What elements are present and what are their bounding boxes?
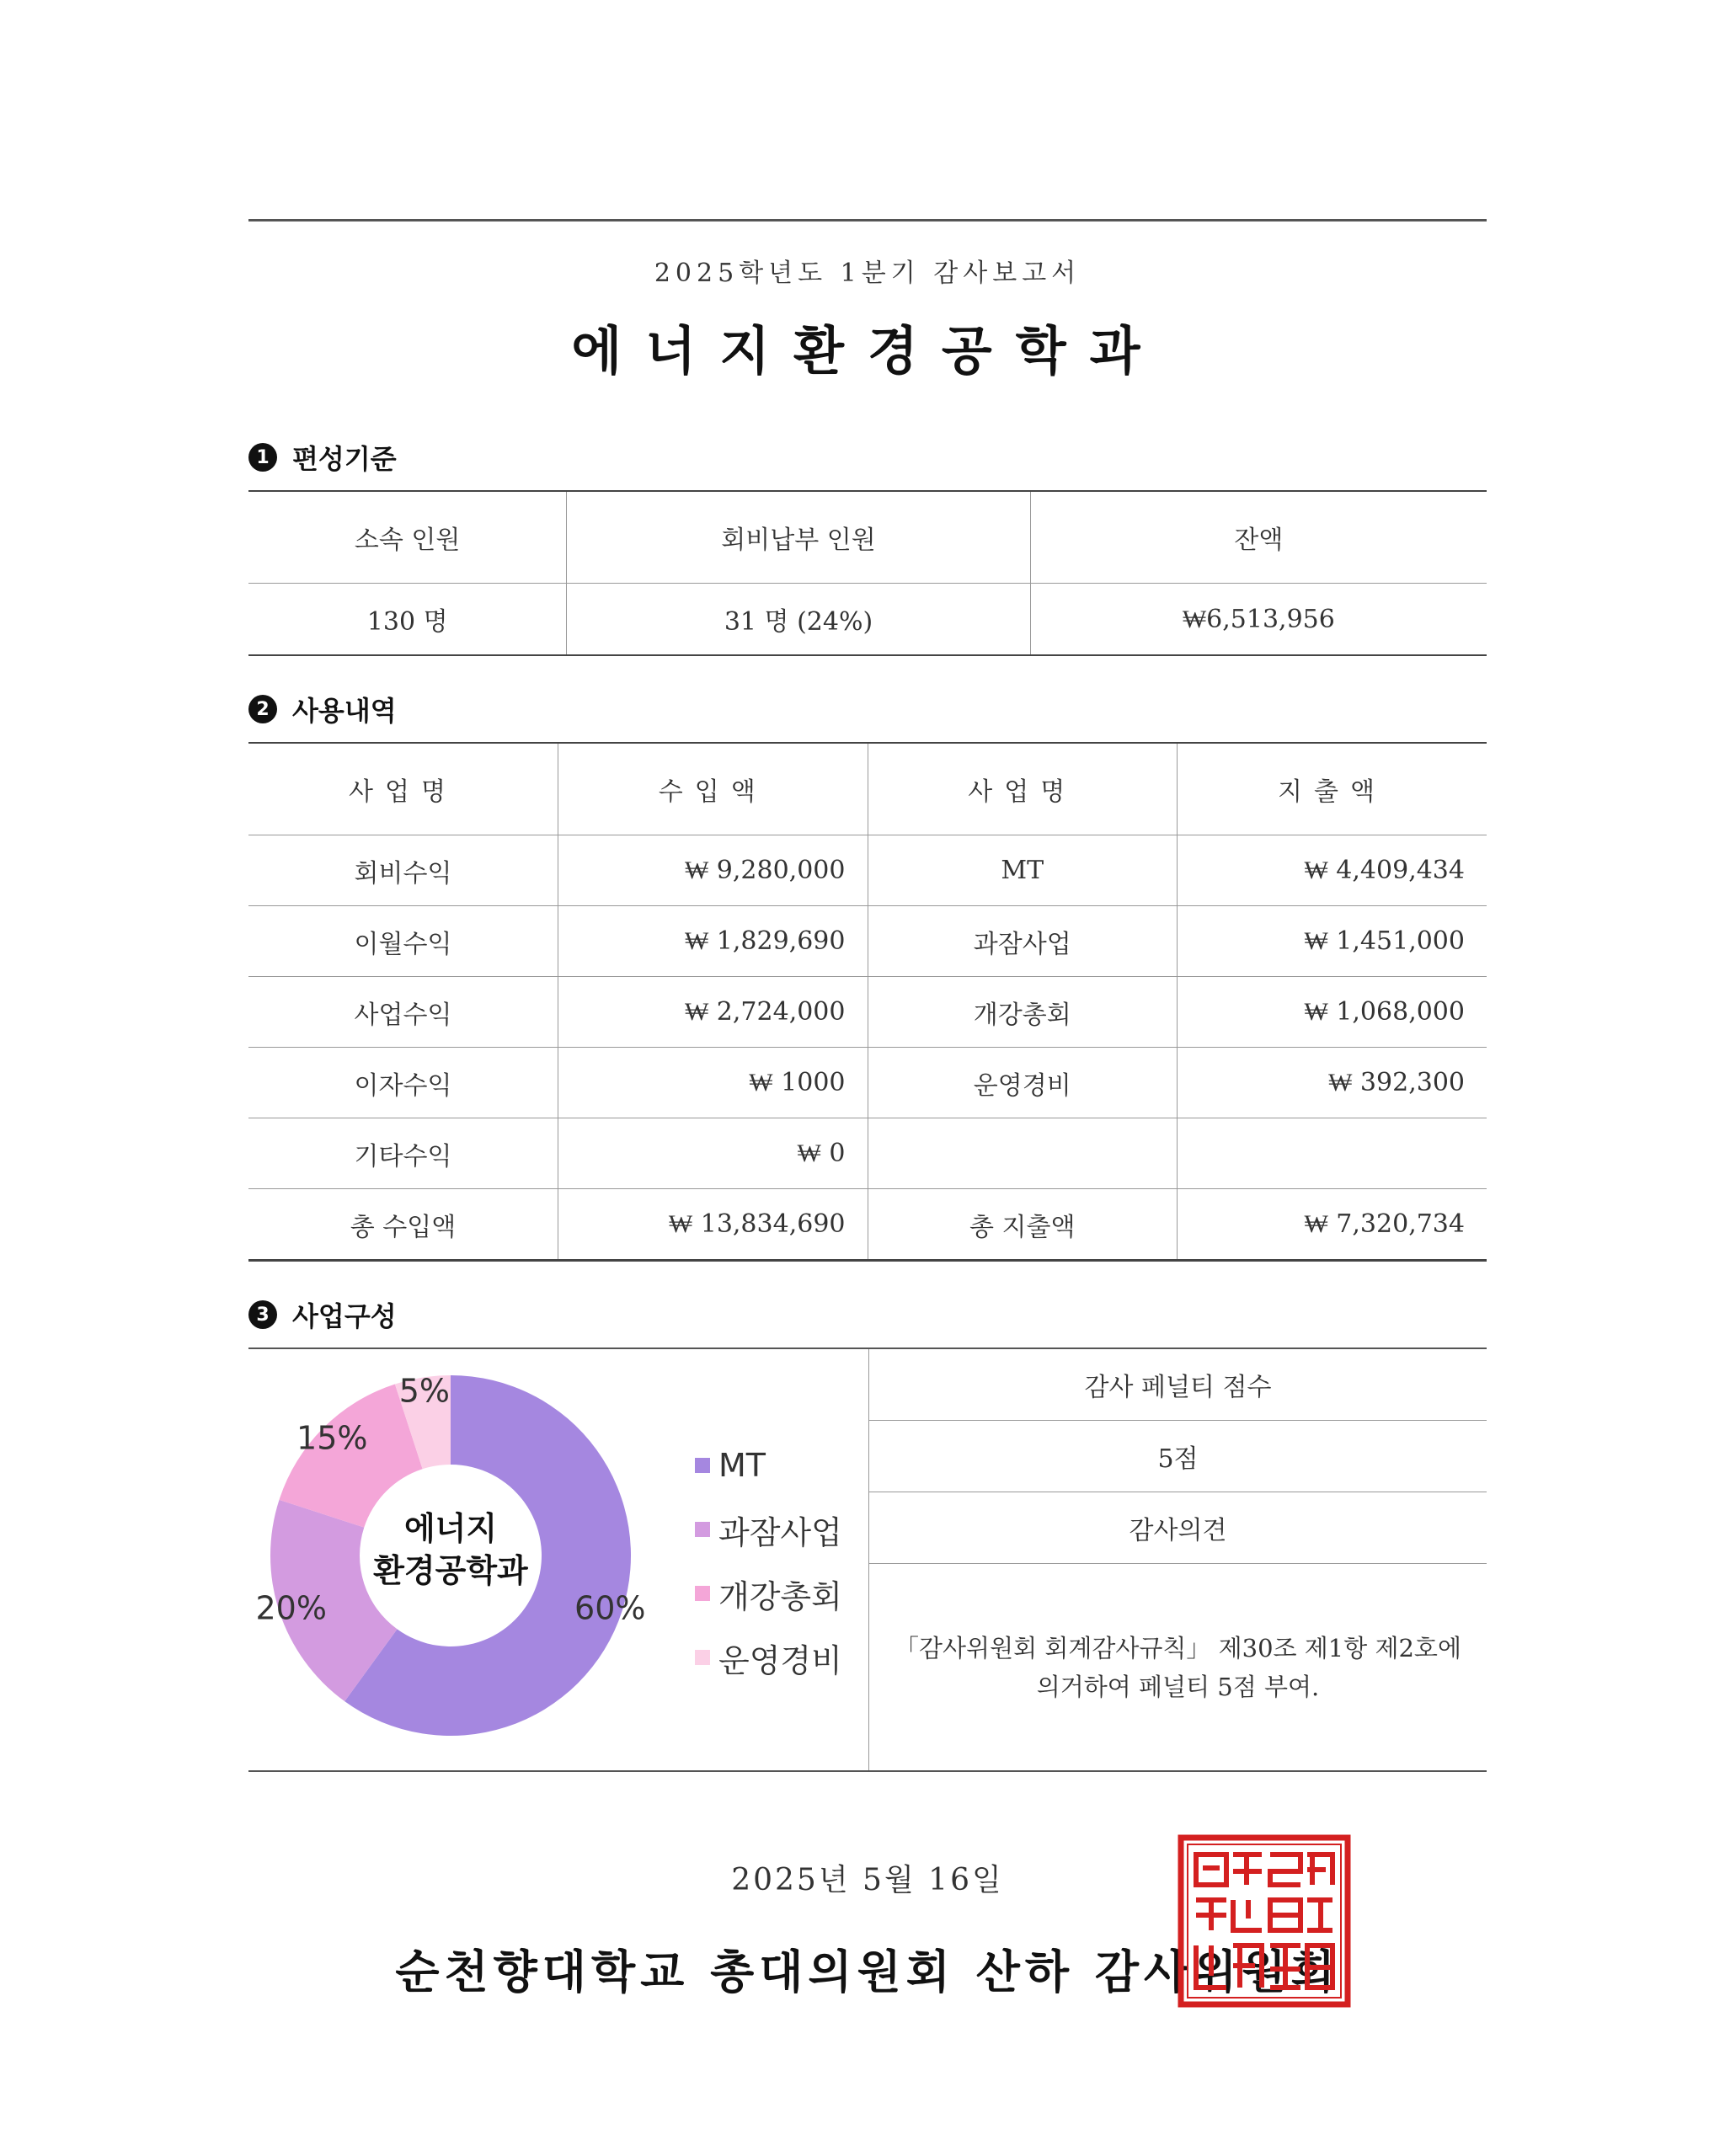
seal-glyph-1 — [1196, 1854, 1226, 1885]
opinion-text — [869, 1564, 1487, 1770]
seal-glyph-8 — [1307, 1900, 1332, 1930]
income-item: 이월수익 — [248, 906, 558, 977]
table-row — [248, 977, 1487, 1048]
section1-title: 편성기준 — [292, 443, 397, 475]
income-amount: ₩ 0 — [558, 1118, 868, 1189]
expense-item: 운영경비 — [868, 1048, 1178, 1118]
total-income-label: 총 수입액 — [248, 1189, 558, 1261]
penalty-label: 감사 페널티 점수 — [869, 1349, 1487, 1421]
members-value: 130 명 — [248, 584, 567, 656]
income-item: 사업수익 — [248, 977, 558, 1048]
top-rule — [248, 219, 1487, 221]
legend-item-1 — [695, 1433, 842, 1497]
usage-table — [248, 742, 1487, 1262]
table-row — [248, 1048, 1487, 1118]
slice-label-1: 60% — [574, 1589, 646, 1627]
seal-glyph-2 — [1233, 1854, 1262, 1885]
balance-value: ₩6,513,956 — [1182, 604, 1335, 634]
section3-number-badge: 3 — [248, 1300, 277, 1329]
header-income-amount: 수입액 — [558, 743, 868, 835]
expense-amount: ₩ 4,409,434 — [1178, 835, 1487, 906]
department-title: 에너지환경공학과 — [571, 320, 1164, 382]
seal-glyph-9 — [1196, 1945, 1226, 1988]
legend-swatch — [695, 1458, 710, 1473]
header-income-item: 사업명 — [248, 743, 558, 835]
seal-glyph-10 — [1233, 1945, 1262, 1988]
expense-amount: ₩ 1,451,000 — [1178, 906, 1487, 977]
donut-chart — [248, 1349, 670, 1770]
business-composition — [248, 1348, 1487, 1772]
legend-item-3 — [695, 1561, 842, 1625]
chart-center-label-line2: 환경공학과 — [373, 1552, 528, 1589]
legend-label: 운영경비 — [718, 1641, 842, 1679]
chart-center-label-line1: 에너지 — [403, 1510, 498, 1547]
seal-glyph-7 — [1270, 1900, 1300, 1930]
table-row — [248, 835, 1487, 906]
legend-swatch — [695, 1522, 710, 1537]
expense-item — [868, 1118, 1178, 1189]
chart-legend — [695, 1433, 842, 1689]
expense-amount: ₩ 392,300 — [1178, 1048, 1487, 1118]
audit-panel — [869, 1349, 1487, 1770]
section1-number-badge: 1 — [248, 443, 277, 472]
seal-glyph-4 — [1307, 1854, 1332, 1885]
expense-amount — [1178, 1118, 1487, 1189]
income-amount: ₩ 9,280,000 — [558, 835, 868, 906]
total-expense-amount: ₩ 7,320,734 — [1304, 1209, 1465, 1239]
header-paid-members: 회비납부 인원 — [567, 491, 1030, 584]
section3-heading — [248, 1295, 1487, 1334]
seal-glyph-5 — [1196, 1900, 1226, 1930]
legend-label: MT — [718, 1447, 766, 1484]
section3-title: 사업구성 — [292, 1300, 397, 1332]
section2-heading — [248, 690, 1487, 728]
opinion-line-2: 의거하여 페널티 5점 부여. — [1036, 1672, 1320, 1701]
total-expense-label: 총 지출액 — [868, 1189, 1178, 1261]
header-balance: 잔액 — [1030, 491, 1487, 584]
seal-glyphs — [1196, 1854, 1332, 1988]
organization-name: 순천향대학교 총대의원회 산하 감사위원회 — [395, 1945, 1340, 1999]
income-amount: ₩ 2,724,000 — [558, 977, 868, 1048]
chart-panel — [248, 1349, 869, 1770]
section2-number-badge: 2 — [248, 695, 277, 723]
income-item: 기타수익 — [248, 1118, 558, 1189]
expense-item: MT — [868, 835, 1178, 906]
header-expense-amount: 지출액 — [1178, 743, 1487, 835]
official-seal — [1178, 1834, 1351, 2008]
income-item: 이자수익 — [248, 1048, 558, 1118]
seal-glyph-12 — [1307, 1945, 1332, 1988]
section2-title: 사용내역 — [292, 695, 397, 727]
legend-label: 개강총회 — [718, 1577, 842, 1615]
composition-table — [248, 490, 1487, 656]
expense-item: 과잠사업 — [868, 906, 1178, 977]
slice-label-2: 20% — [255, 1589, 327, 1627]
legend-swatch — [695, 1586, 710, 1601]
header-expense-item: 사업명 — [868, 743, 1178, 835]
legend-item-4 — [695, 1625, 842, 1689]
expense-item: 개강총회 — [868, 977, 1178, 1048]
report-page — [248, 219, 1487, 2001]
slice-label-4: 5% — [398, 1372, 451, 1410]
seal-glyph-3 — [1270, 1854, 1300, 1885]
income-item: 회비수익 — [248, 835, 558, 906]
report-subtitle: 2025학년도 1분기 감사보고서 — [654, 259, 1081, 288]
expense-amount: ₩ 1,068,000 — [1178, 977, 1487, 1048]
header-members: 소속 인원 — [248, 491, 567, 584]
opinion-label: 감사의견 — [869, 1492, 1487, 1564]
table-row — [248, 906, 1487, 977]
total-row — [248, 1189, 1487, 1261]
paid-members-value: 31 명 (24%) — [567, 584, 1030, 656]
seal-glyph-6 — [1233, 1900, 1262, 1930]
report-date: 2025년 5월 16일 — [731, 1863, 1004, 1897]
income-amount: ₩ 1,829,690 — [558, 906, 868, 977]
opinion-line-1: 「감사위원회 회계감사규칙」 제30조 제1항 제2호에 — [895, 1633, 1461, 1662]
legend-swatch — [695, 1650, 710, 1665]
legend-label: 과잠사업 — [718, 1513, 842, 1551]
section1-heading — [248, 438, 1487, 477]
table-row — [248, 1118, 1487, 1189]
seal-glyph-11 — [1270, 1945, 1300, 1988]
income-amount: ₩ 1000 — [558, 1048, 868, 1118]
total-income-amount: ₩ 13,834,690 — [558, 1189, 868, 1261]
penalty-value: 5점 — [869, 1421, 1487, 1492]
legend-item-2 — [695, 1497, 842, 1561]
slice-label-3: 15% — [296, 1419, 368, 1457]
